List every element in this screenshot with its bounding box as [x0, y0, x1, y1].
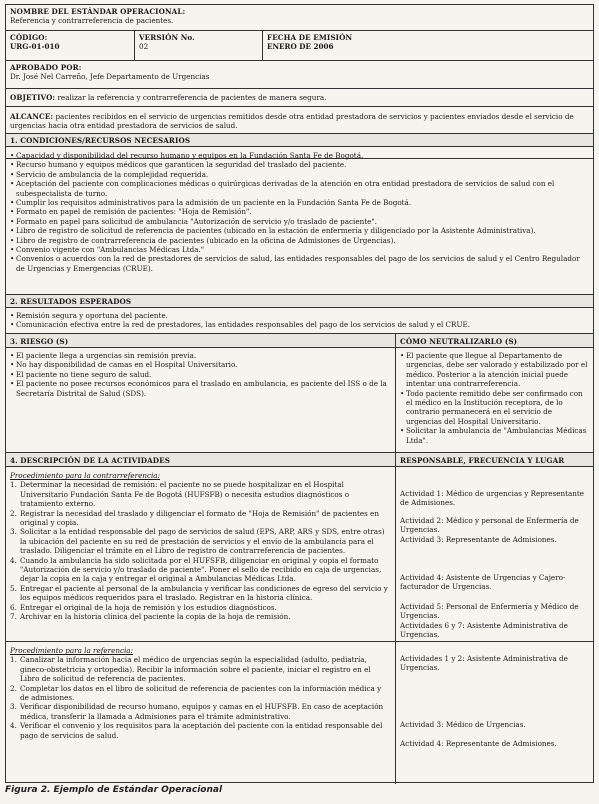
proc1-activity: 7. Archivar en la historia clínica del paciente la copia de la hoja de remisión. [10, 612, 291, 622]
section4-right-title: RESPONSABLE, FRECUENCIA Y LUGAR [395, 453, 593, 466]
section2-item: • Remisión segura y oportuna del paciente. [10, 311, 589, 320]
proc1-resp: Actividad 4: Asistente de Urgencias y Cajero-facturador de Urgencias. [400, 573, 566, 592]
proc1-activity: 4. Cuando la ambulancia ha sido solicitada por el HUFSFB, diligenciar en original y copia el formato "Autorización de servicio y/o traslado de paciente". Poner el sello de recibido en caja de urgencias, dejar la copia en la caja y entregar el original a Ambulancias Médicas Ltda. [10, 555, 382, 584]
fecha-label: FECHA DE EMISIÓN [267, 33, 353, 42]
section2-header [6, 295, 593, 308]
row-objetivo [6, 89, 593, 107]
section1-item: • Cumplir los requisitos administrativos para la admisión de un paciente en la Fundación Santa Fe de Bogotá. [10, 198, 589, 207]
objetivo-label: OBJETIVO: [10, 93, 56, 102]
body-table [5, 133, 594, 783]
fecha-value: ENERO DE 2006 [267, 42, 334, 52]
section2-title: 2. RESULTADOS ESPERADOS [10, 297, 132, 306]
proc2-resp: Actividad 4: Representante de Admisiones. [400, 739, 557, 748]
section1-item: • Libro de registro de contrarreferencia de pacientes (ubicado en la oficina de Admisiones de Urgencias). [10, 236, 589, 245]
risk-item: • No hay disponibilidad de camas en el Hospital Universitario. [10, 360, 391, 369]
risk-item: • El paciente no tiene seguro de salud. [10, 370, 391, 379]
section4-proc2 [6, 642, 593, 784]
section2-item: • Comunicación efectiva entre la red de prestadores, las entidades responsables del pago de los servicios de salud y el CRUE. [10, 320, 589, 329]
nombre-label: NOMBRE DEL ESTÁNDAR OPERACIONAL: [10, 7, 186, 16]
codigo-label: CÓDIGO: [10, 33, 48, 42]
section4-header [6, 453, 593, 467]
proc1-resp: Actividad 5: Personal de Enfermería y Médico de Urgencias. [400, 602, 579, 621]
neutralize-item: • El paciente que llegue al Departamento de urgencias, debe ser valorado y estabilizado por el médico. Posterior a la atención inicial puede intentar una contrarreferencia. [400, 351, 589, 389]
section1-item: • Formato en papel para solicitud de ambulancia "Autorización de servicio y/o traslado de paciente". [10, 217, 589, 226]
version-label: VERSIÓN No. [139, 33, 195, 42]
section1-item: • Aceptación del paciente con complicaciones médicas o quirúrgicas derivadas de la atención en otra entidad prestadora de servicios de salud con el subespecialista de turno. [10, 179, 589, 198]
proc2-title: Procedimiento para la referencia: [10, 646, 133, 655]
proc1-activity: 1. Determinar la necesidad de remisión: el paciente no se puede hospitalizar en el Hospital Universitario Fundación Santa Fe de Bogotá (HUFSFB) o necesita estudios diagnósticos o tratamiento externo. [10, 480, 350, 509]
risk-item: • El paciente llega a urgencias sin remisión previa. [10, 351, 391, 360]
section1-item: • Servicio de ambulancia de la complejidad requerida. [10, 170, 589, 179]
section3-header [6, 334, 593, 348]
section1-title: 1. CONDICIONES/RECURSOS NECESARIOS [10, 136, 191, 145]
proc1-resp: Actividad 1: Médico de urgencias y Representante de Admisiones. [400, 489, 585, 508]
neutralize-item: • Todo paciente remitido debe ser confirmado con el médico en la Institución receptora, de lo contrario permanecerá en el servicio de urgencias del Hospital Universitario. [400, 389, 589, 427]
proc2-activity: 4. Verificar el convenio y los requisitos para la aceptación del paciente con la entidad responsable del pago de servicios de salud. [10, 721, 383, 740]
proc2-resp: Actividad 3: Médico de Urgencias. [400, 720, 526, 729]
section1-item: • Recurso humano y equipos médicos que garanticen la seguridad del traslado del paciente. [10, 160, 589, 169]
proc2-activity: 2. Completar los datos en el libro de solicitud de referencia de pacientes con la información médica y de admisiones. [10, 683, 382, 703]
row-codigo [6, 31, 593, 61]
section1-item: • Capacidad y disponibilidad del recurso humano y equipos en la Fundación Santa Fe de Bogotá. [10, 151, 589, 160]
section4-title: 4. DESCRIPCIÓN DE LA ACTIVIDADES [10, 456, 170, 465]
proc1-activity: 2. Registrar la necesidad del traslado y diligenciar el formato de "Hoja de Remisión" de pacientes en original y copia. [10, 508, 379, 528]
aprobado-label: APROBADO POR: [10, 63, 82, 72]
section3-body [6, 348, 593, 453]
section1-item: • Formato en papel de remisión de pacientes: "Hoja de Remisión". [10, 207, 589, 216]
proc1-resp: Actividad 2: Médico y personal de Enfermería de Urgencias. [400, 516, 579, 535]
section3-title: 3. RIESGO (S) [10, 337, 69, 346]
proc1-activity: 3. Solicitar a la entidad responsable del pago de servicios de salud (EPS, ARP, ARS y SDS, entre otras) la ubicación del paciente en su red de prestación de servicios y el envío de la ambulancia para el traslado. Diligenciar el trámite en el Libro de registro de contrarreferencia de pacientes. [10, 527, 385, 556]
section1-header [6, 134, 593, 147]
row-nombre [6, 5, 593, 31]
alcance-label: ALCANCE: [10, 112, 54, 121]
section1-body [6, 147, 593, 295]
version-value: 02 [139, 42, 149, 52]
objetivo-value: realizar la referencia y contrarreferencia de pacientes de manera segura. [57, 93, 327, 102]
proc1-activity: 5. Entregar el paciente al personal de la ambulancia y verificar las condiciones de egreso del servicio y los equipos médicos requeridos para el traslado. Registrar en la historia clínica. [10, 583, 388, 603]
section1-item: • Convenios o acuerdos con la red de prestadores de servicios de salud, las entidades responsables del pago de los servicios de salud y el Centro Regulador de Urgencias y Emergencias (CRUE). [10, 254, 589, 273]
proc2-activity: 1. Canalizar la información hacia el médico de urgencias según la especialidad (adulto, pediatría, gineco-obstetricia y ortopedia). Recibir la información sobre el paciente, iniciar el registro en el Libro de solicitud de referencia de pacientes. [10, 655, 371, 684]
section1-item: • Convenio vigente con "Ambulancias Médicas Ltda." [10, 245, 589, 254]
proc1-activity: 6. Entregar el original de la hoja de remisión y los estudios diagnósticos. [10, 602, 277, 612]
row-aprobado [6, 61, 593, 89]
proc1-resp: Actividades 6 y 7: Asistente Administrativa de Urgencias. [400, 621, 568, 640]
section2-body [6, 308, 593, 334]
section1-item: • Libro de registro de solicitud de referencia de pacientes (ubicado en la estación de enfermería y diligenciado por la Asistente Administrativa). [10, 226, 589, 235]
nombre-value: Referencia y contrarreferencia de pacientes. [10, 16, 174, 26]
section4-proc1 [6, 467, 593, 642]
codigo-value: URG-01-010 [10, 42, 60, 52]
aprobado-value: Dr. José Nel Carreño, Jefe Departamento de Urgencias [10, 72, 210, 82]
alcance-value: pacientes recibidos en el servicio de urgencias remitidos desde otra entidad prestadora de servicios y pacientes enviados desde el servicio de urgencias hacia otra entidad prestadora de servicios de salud. [10, 112, 574, 131]
neutralize-item: • Solicitar la ambulancia de "Ambulancias Médicas Ltda". [400, 426, 589, 445]
proc2-activity: 3. Verificar disponibilidad de recurso humano, equipos y camas en el HUFSFB. En caso de aceptación médica, transferir la llamada a Admisiones para el trámite administrativo. [10, 702, 384, 721]
figure-caption: Figura 2. Ejemplo de Estándar Operacional [5, 785, 223, 795]
proc2-resp: Actividades 1 y 2: Asistente Administrativa de Urgencias. [400, 654, 568, 673]
proc1-resp: Actividad 3: Representante de Admisiones. [400, 535, 557, 544]
risk-item: • El paciente no posee recursos económicos para el traslado en ambulancia, es paciente del ISS o de la Secretaría Distrital de Salud (SDS). [10, 379, 391, 398]
proc1-title: Procedimiento para la contrarreferencia: [10, 471, 161, 480]
section3-right-title: CÓMO NEUTRALIZARLO (S) [395, 334, 593, 347]
